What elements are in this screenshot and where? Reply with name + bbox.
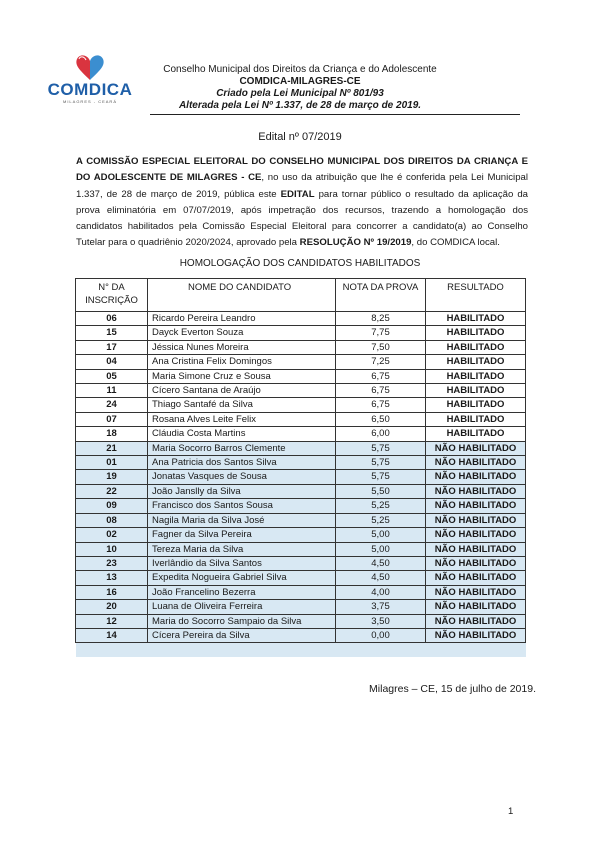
cell-registration-number: 16 bbox=[76, 585, 148, 599]
cell-grade: 3,75 bbox=[336, 600, 426, 614]
cell-grade: 4,00 bbox=[336, 585, 426, 599]
header-num-line2: INSCRIÇÃO bbox=[85, 295, 138, 306]
cell-registration-number: 12 bbox=[76, 614, 148, 628]
cell-candidate-name: Nagila Maria da Silva José bbox=[148, 513, 336, 527]
header-registration-number bbox=[76, 279, 148, 312]
cell-registration-number: 06 bbox=[76, 312, 148, 326]
body-text-3: , do COMDICA local. bbox=[411, 237, 500, 249]
cell-grade: 0,00 bbox=[336, 628, 426, 642]
table-filler-row bbox=[76, 643, 526, 658]
cell-result: HABILITADO bbox=[426, 355, 526, 369]
cell-candidate-name: Jonatas Vasques de Sousa bbox=[148, 470, 336, 484]
cell-registration-number: 07 bbox=[76, 412, 148, 426]
cell-candidate-name: Cícero Santana de Araújo bbox=[148, 384, 336, 398]
cell-candidate-name: Dayck Everton Souza bbox=[148, 326, 336, 340]
cell-registration-number: 08 bbox=[76, 513, 148, 527]
cell-registration-number: 09 bbox=[76, 499, 148, 513]
table-row bbox=[76, 326, 526, 340]
council-acronym: COMDICA-MILAGRES-CE bbox=[239, 76, 361, 87]
cell-candidate-name: Maria do Socorro Sampaio da Silva bbox=[148, 614, 336, 628]
cell-grade: 7,25 bbox=[336, 355, 426, 369]
table-row bbox=[76, 398, 526, 412]
commission-name: A COMISSÃO ESPECIAL ELEITORAL DO CONSELHO MUNICIPAL DOS DIREITOS DA CRIANÇA E DO ADOLESCENTE DE MILAGRES - CE bbox=[76, 156, 528, 184]
cell-registration-number: 20 bbox=[76, 600, 148, 614]
cell-registration-number: 02 bbox=[76, 528, 148, 542]
cell-candidate-name: Jéssica Nunes Moreira bbox=[148, 340, 336, 354]
cell-grade: 5,50 bbox=[336, 484, 426, 498]
cell-result: HABILITADO bbox=[426, 369, 526, 383]
cell-result: NÃO HABILITADO bbox=[426, 614, 526, 628]
header-num-line1: N° DA bbox=[98, 282, 125, 293]
cell-grade: 5,75 bbox=[336, 441, 426, 455]
cell-result: NÃO HABILITADO bbox=[426, 470, 526, 484]
header-candidate-name: NOME DO CANDIDATO bbox=[148, 279, 336, 312]
table-row bbox=[76, 513, 526, 527]
cell-candidate-name: Francisco dos Santos Sousa bbox=[148, 499, 336, 513]
cell-result: NÃO HABILITADO bbox=[426, 585, 526, 599]
cell-candidate-name: Expedita Nogueira Gabriel Silva bbox=[148, 571, 336, 585]
cell-registration-number: 10 bbox=[76, 542, 148, 556]
cell-result: HABILITADO bbox=[426, 340, 526, 354]
edital-word: EDITAL bbox=[280, 188, 315, 200]
cell-result: NÃO HABILITADO bbox=[426, 628, 526, 642]
cell-result: NÃO HABILITADO bbox=[426, 528, 526, 542]
cell-grade: 5,25 bbox=[336, 499, 426, 513]
table-row bbox=[76, 528, 526, 542]
table-row bbox=[76, 470, 526, 484]
cell-result: NÃO HABILITADO bbox=[426, 600, 526, 614]
cell-result: HABILITADO bbox=[426, 412, 526, 426]
cell-candidate-name: Ana Patricia dos Santos Silva bbox=[148, 456, 336, 470]
cell-candidate-name: Fagner da Silva Pereira bbox=[148, 528, 336, 542]
cell-candidate-name: Cícera Pereira da Silva bbox=[148, 628, 336, 642]
cell-registration-number: 14 bbox=[76, 628, 148, 642]
cell-grade: 4,50 bbox=[336, 571, 426, 585]
cell-grade: 7,50 bbox=[336, 340, 426, 354]
table-row bbox=[76, 585, 526, 599]
cell-result: HABILITADO bbox=[426, 398, 526, 412]
cell-result: HABILITADO bbox=[426, 312, 526, 326]
table-row bbox=[76, 312, 526, 326]
table-header-row bbox=[76, 279, 526, 312]
candidates-table bbox=[75, 278, 526, 657]
body-text-1: , no uso da atribuição que lhe é conferida pela Lei Municipal 1.337, de 28 de março de 2019, pública este bbox=[76, 172, 528, 200]
edital-body-paragraph bbox=[76, 154, 528, 252]
cell-registration-number: 23 bbox=[76, 556, 148, 570]
cell-registration-number: 04 bbox=[76, 355, 148, 369]
cell-result: HABILITADO bbox=[426, 427, 526, 441]
cell-registration-number: 18 bbox=[76, 427, 148, 441]
cell-result: NÃO HABILITADO bbox=[426, 513, 526, 527]
cell-candidate-name: Iverlândio da Silva Santos bbox=[148, 556, 336, 570]
cell-result: HABILITADO bbox=[426, 326, 526, 340]
cell-registration-number: 01 bbox=[76, 456, 148, 470]
cell-registration-number: 05 bbox=[76, 369, 148, 383]
cell-candidate-name: Ana Cristina Felix Domingos bbox=[148, 355, 336, 369]
cell-grade: 5,25 bbox=[336, 513, 426, 527]
cell-registration-number: 24 bbox=[76, 398, 148, 412]
table-filler-cell bbox=[76, 643, 526, 658]
cell-grade: 6,00 bbox=[336, 427, 426, 441]
table-row bbox=[76, 628, 526, 642]
table-row bbox=[76, 441, 526, 455]
cell-grade: 5,75 bbox=[336, 456, 426, 470]
cell-registration-number: 15 bbox=[76, 326, 148, 340]
cell-grade: 6,75 bbox=[336, 398, 426, 412]
cell-registration-number: 19 bbox=[76, 470, 148, 484]
cell-result: NÃO HABILITADO bbox=[426, 556, 526, 570]
table-row bbox=[76, 499, 526, 513]
amendment-law: Alterada pela Lei Nº 1.337, de 28 de março de 2019. bbox=[178, 100, 422, 111]
cell-grade: 4,50 bbox=[336, 556, 426, 570]
cell-registration-number: 11 bbox=[76, 384, 148, 398]
cell-candidate-name: Maria Socorro Barros Clemente bbox=[148, 441, 336, 455]
cell-result: NÃO HABILITADO bbox=[426, 542, 526, 556]
place-and-date: Milagres – CE, 15 de julho de 2019. bbox=[369, 683, 536, 695]
cell-candidate-name: João Francelino Bezerra bbox=[148, 585, 336, 599]
cell-result: NÃO HABILITADO bbox=[426, 484, 526, 498]
cell-grade: 6,50 bbox=[336, 412, 426, 426]
logo-subtitle: MILAGRES - CEARÁ bbox=[62, 99, 117, 104]
cell-candidate-name: Thiago Santafé da Silva bbox=[148, 398, 336, 412]
cell-result: NÃO HABILITADO bbox=[426, 571, 526, 585]
cell-registration-number: 22 bbox=[76, 484, 148, 498]
cell-grade: 5,75 bbox=[336, 470, 426, 484]
cell-candidate-name: Maria Simone Cruz e Sousa bbox=[148, 369, 336, 383]
header-grade: NOTA DA PROVA bbox=[336, 279, 426, 312]
council-name: Conselho Municipal dos Direitos da Criança e do Adolescente bbox=[163, 64, 437, 75]
resolution-ref: RESOLUÇÃO Nº 19/2019 bbox=[299, 237, 412, 249]
table-row bbox=[76, 340, 526, 354]
cell-grade: 8,25 bbox=[336, 312, 426, 326]
letterhead bbox=[150, 64, 450, 112]
cell-grade: 6,75 bbox=[336, 369, 426, 383]
header-divider bbox=[150, 114, 520, 115]
table-row bbox=[76, 427, 526, 441]
cell-candidate-name: Tereza Maria da Silva bbox=[148, 542, 336, 556]
cell-result: NÃO HABILITADO bbox=[426, 441, 526, 455]
cell-registration-number: 17 bbox=[76, 340, 148, 354]
cell-registration-number: 21 bbox=[76, 441, 148, 455]
table-row bbox=[76, 412, 526, 426]
cell-grade: 5,00 bbox=[336, 528, 426, 542]
creation-law: Criado pela Lei Municipal Nº 801/93 bbox=[216, 88, 384, 99]
table-row bbox=[76, 355, 526, 369]
cell-candidate-name: Luana de Oliveira Ferreira bbox=[148, 600, 336, 614]
table-row bbox=[76, 456, 526, 470]
cell-result: NÃO HABILITADO bbox=[426, 456, 526, 470]
table-row bbox=[76, 369, 526, 383]
logo-wordmark: COMDICA bbox=[47, 80, 133, 99]
table-row bbox=[76, 484, 526, 498]
cell-grade: 3,50 bbox=[336, 614, 426, 628]
cell-candidate-name: Rosana Alves Leite Felix bbox=[148, 412, 336, 426]
table-row bbox=[76, 384, 526, 398]
cell-result: NÃO HABILITADO bbox=[426, 499, 526, 513]
cell-result: HABILITADO bbox=[426, 384, 526, 398]
cell-grade: 5,00 bbox=[336, 542, 426, 556]
cell-candidate-name: Ricardo Pereira Leandro bbox=[148, 312, 336, 326]
table-title: HOMOLOGAÇÃO DOS CANDIDATOS HABILITADOS bbox=[179, 258, 421, 269]
cell-candidate-name: João Janslly da Silva bbox=[148, 484, 336, 498]
cell-registration-number: 13 bbox=[76, 571, 148, 585]
cell-candidate-name: Cláudia Costa Martins bbox=[148, 427, 336, 441]
header-result: RESULTADO bbox=[426, 279, 526, 312]
table-row bbox=[76, 556, 526, 570]
table-row bbox=[76, 600, 526, 614]
edital-title: Edital nº 07/2019 bbox=[258, 131, 342, 143]
table-row bbox=[76, 614, 526, 628]
cell-grade: 6,75 bbox=[336, 384, 426, 398]
page-number: 1 bbox=[508, 806, 514, 817]
table-row bbox=[76, 542, 526, 556]
cell-grade: 7,75 bbox=[336, 326, 426, 340]
body-text-2: para tornar público o resultado da aplicação da prova eliminatória em 07/07/2019, após impetração dos recursos, trazendo a homologação dos candidatos habilitados pela Comissão Especial Eleitoral para concorrer a candidato(a) ao Conselho Tutelar para o quadriênio 2020/2024, aprovado pela bbox=[76, 188, 528, 249]
table-row bbox=[76, 571, 526, 585]
